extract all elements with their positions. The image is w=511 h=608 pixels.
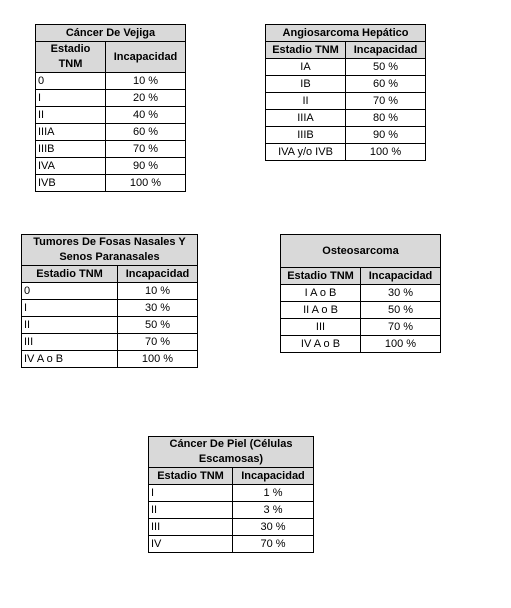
table-tumores-fosas-nasales [21,234,198,368]
disability-column-header: Incapacidad [361,268,441,285]
table-row [36,107,186,124]
stage-cell: I A o B [281,285,361,302]
table-row [266,59,426,76]
table-row [281,319,441,336]
disability-cell: 40 % [106,107,186,124]
stage-cell: IVA [36,158,106,175]
stage-column-header: Estadio TNM [149,468,233,485]
table-row [281,302,441,319]
stage-cell: IIIB [36,141,106,158]
stage-cell: IIIA [266,110,346,127]
stage-cell: III [22,334,118,351]
table-title: Angiosarcoma Hepático [266,25,426,42]
disability-cell: 70 % [118,334,198,351]
table-row [266,127,426,144]
table-row [36,90,186,107]
disability-column-header: Incapacidad [106,42,186,73]
stage-cell: I [36,90,106,107]
table-row [149,502,314,519]
table-row [22,351,198,368]
table-row [36,73,186,90]
disability-cell: 70 % [361,319,441,336]
stage-column-header: Estadio TNM [266,42,346,59]
disability-cell: 90 % [106,158,186,175]
table-angiosarcoma-hepatico [265,24,426,161]
stage-column-header: Estadio TNM [22,266,118,283]
table-title: Osteosarcoma [281,235,441,268]
disability-cell: 60 % [346,76,426,93]
disability-cell: 30 % [361,285,441,302]
disability-cell: 10 % [118,283,198,300]
stage-cell: III [149,519,233,536]
disability-cell: 100 % [106,175,186,192]
table-title: Cáncer De Piel (Células Escamosas) [149,437,314,468]
disability-cell: 3 % [233,502,314,519]
stage-cell: II [149,502,233,519]
disability-cell: 30 % [118,300,198,317]
table-osteosarcoma [280,234,441,353]
table-row [281,285,441,302]
table-row [149,536,314,553]
table-row [266,144,426,161]
stage-cell: II [22,317,118,334]
stage-column-header: Estadio TNM [281,268,361,285]
table-cancer-vejiga [35,24,186,192]
disability-cell: 100 % [361,336,441,353]
disability-column-header: Incapacidad [233,468,314,485]
stage-column-header: Estadio TNM [36,42,106,73]
disability-cell: 70 % [233,536,314,553]
disability-cell: 50 % [361,302,441,319]
table-title: Tumores De Fosas Nasales Y Senos Paranasales [22,235,198,266]
disability-cell: 20 % [106,90,186,107]
disability-cell: 80 % [346,110,426,127]
stage-cell: 0 [36,73,106,90]
table-row [36,141,186,158]
table-title: Cáncer De Vejiga [36,25,186,42]
table-row [36,175,186,192]
disability-cell: 100 % [346,144,426,161]
table-cancer-piel [148,436,314,553]
stage-cell: IV A o B [281,336,361,353]
stage-cell: IIIA [36,124,106,141]
stage-cell: III [281,319,361,336]
stage-cell: I [149,485,233,502]
table-row [266,76,426,93]
table-row [22,300,198,317]
table-row [36,158,186,175]
stage-cell: II [36,107,106,124]
table-row [281,336,441,353]
disability-cell: 90 % [346,127,426,144]
stage-cell: IVB [36,175,106,192]
table-row [22,317,198,334]
stage-cell: IIIB [266,127,346,144]
table-row [149,485,314,502]
stage-cell: 0 [22,283,118,300]
stage-cell: IV A o B [22,351,118,368]
table-row [266,110,426,127]
stage-cell: I [22,300,118,317]
disability-cell: 10 % [106,73,186,90]
disability-column-header: Incapacidad [346,42,426,59]
stage-cell: IV [149,536,233,553]
table-row [149,519,314,536]
table-row [22,334,198,351]
disability-cell: 70 % [106,141,186,158]
stage-cell: IB [266,76,346,93]
stage-cell: IVA y/o IVB [266,144,346,161]
disability-cell: 50 % [346,59,426,76]
stage-cell: II [266,93,346,110]
stage-cell: IA [266,59,346,76]
disability-cell: 30 % [233,519,314,536]
disability-cell: 50 % [118,317,198,334]
table-row [36,124,186,141]
disability-cell: 70 % [346,93,426,110]
table-row [266,93,426,110]
disability-column-header: Incapacidad [118,266,198,283]
disability-cell: 60 % [106,124,186,141]
disability-cell: 1 % [233,485,314,502]
table-row [22,283,198,300]
stage-cell: II A o B [281,302,361,319]
disability-cell: 100 % [118,351,198,368]
